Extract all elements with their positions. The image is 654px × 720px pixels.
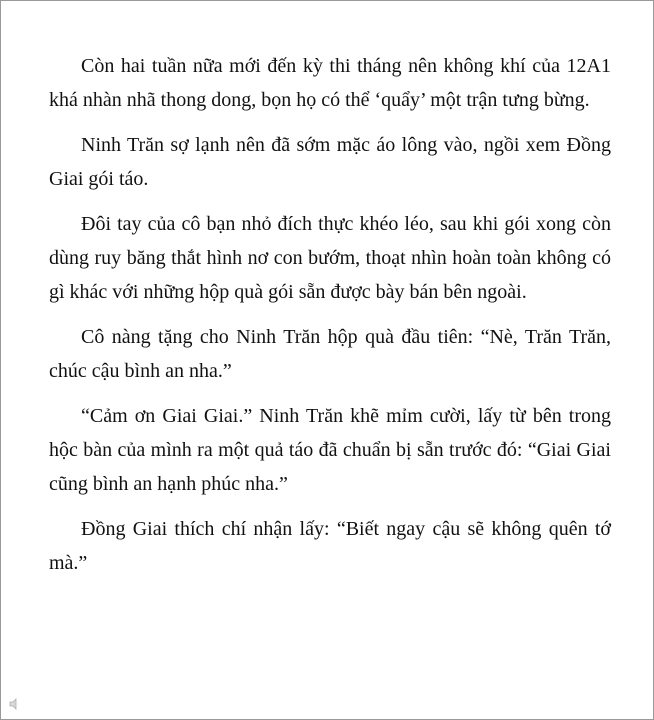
paragraph-2: Ninh Trăn sợ lạnh nên đã sớm mặc áo lông vào, ngồi xem Đồng Giai gói táo. <box>49 134 611 190</box>
paragraph-3: Đôi tay của cô bạn nhỏ đích thực khéo léo, sau khi gói xong còn dùng ruy băng thắt hình nơ con bướm, thoạt nhìn hoàn toàn không có gì khác với những hộp quà gói sẵn được bày bán bên ngoài. <box>49 213 611 303</box>
paragraph-4: Cô nàng tặng cho Ninh Trăn hộp quà đầu tiên: “Nè, Trăn Trăn, chúc cậu bình an nha.” <box>49 326 611 382</box>
paragraph-6: Đồng Giai thích chí nhận lấy: “Biết ngay cậu sẽ không quên tớ mà.” <box>49 518 611 574</box>
paragraph-5: “Cảm ơn Giai Giai.” Ninh Trăn khẽ mỉm cười, lấy từ bên trong hộc bàn của mình ra một quả táo đã chuẩn bị sẵn trước đó: “Giai Giai cũng bình an hạnh phúc nha.” <box>49 405 611 495</box>
document-body <box>49 49 611 591</box>
paragraph-1: Còn hai tuần nữa mới đến kỳ thi tháng nên không khí của 12A1 khá nhàn nhã thong dong, bọn họ có thể ‘quẩy’ một trận tưng bừng. <box>49 55 611 111</box>
speaker-arrow-icon[interactable] <box>9 698 21 710</box>
